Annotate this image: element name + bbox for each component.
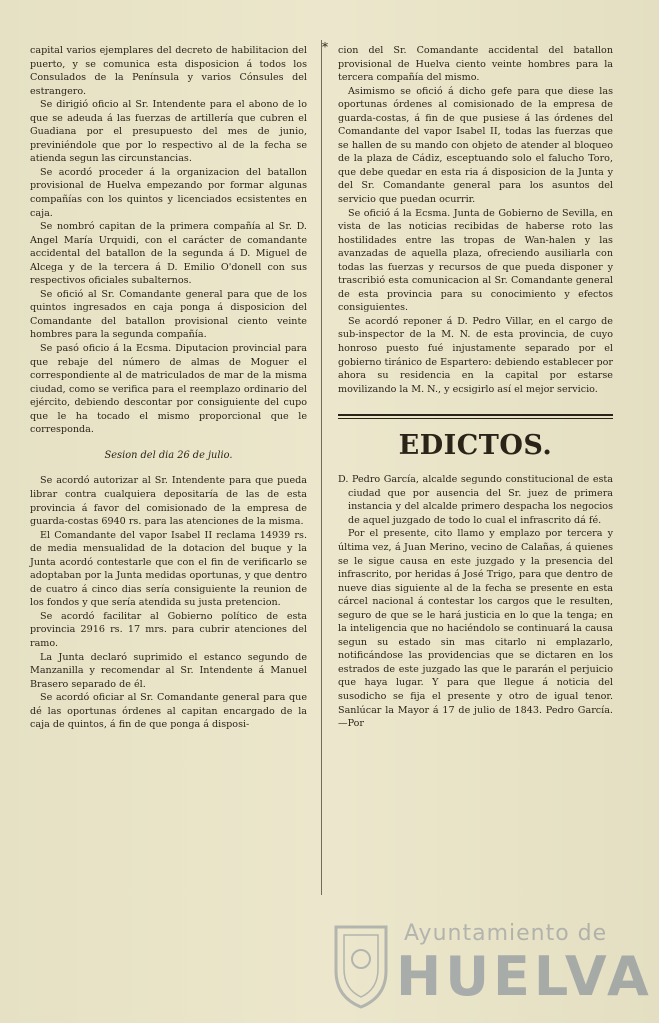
watermark-logo <box>322 915 653 1015</box>
section-rule <box>338 414 613 419</box>
session-title: Sesion del dia 26 de julio. <box>104 449 233 461</box>
edict-intro: D. Pedro García, alcalde segundo constitucional de esta ciudad que por ausencia del Sr. juez de primera instancia y del alcalde primero despacha los negocios de aquel juzgado de todo lo cual el infrascrito dá fé. <box>338 474 613 526</box>
left-paragraph-9: Se acordó facilitar al Gobierno político de esta provincia 2916 rs. 17 mrs. para cubrir atenciones del ramo. <box>30 610 307 649</box>
rule-thin <box>338 418 613 419</box>
coat-of-arms-icon <box>330 919 392 1009</box>
left-paragraph-8: El Comandante del vapor Isabel II reclama 14939 rs. de media mensualidad de la dotacion del buque y la Junta acordó contestarle que con el fin de verificarlo se adoptaban por la Junta medidas oportunas, y que dentro de cuatro á cinco dias sería consiguiente la reunion de los fondos y que sería atendida su justa pretencion. <box>30 529 307 609</box>
right-paragraph-1: cion del Sr. Comandante accidental del batallon provisional de Huelva ciento veinte hombres para la tercera compañía del mismo. <box>338 45 613 84</box>
right-paragraph-2: Asimismo se ofició á dicho gefe para que diese las oportunas órdenes al comisionado de la empresa de guarda-costas, á fin de que pusiese á las órdenes del Comandante del vapor Isabel II, todas las fuerzas que se hallen de su mando con objeto de atender al bloqueo de la plaza de Cádiz, esceptuando solo el falucho Toro, que debe quedar en esta ria á disposicion de la Junta y del Sr. Comandante general para los asuntos del servicio que puedan ocurrir. <box>338 85 613 206</box>
left-column <box>30 44 307 732</box>
left-paragraph-3: Se acordó proceder á la organizacion del batallon provisional de Huelva empezando por formar algunas compañías con los quintos y licenciados ecsistentes en caja. <box>30 166 307 219</box>
left-paragraph-7: Se acordó autorizar al Sr. Intendente para que pueda librar contra cualquiera depositaría de las de esta provincia á favor del comisionado de la empresa de guarda-costas 6940 rs. para las atenciones de la misma. <box>30 475 307 528</box>
right-paragraph-4: Se acordó reponer á D. Pedro Villar, en el cargo de sub-inspector de la M. N. de esta provincia, de cuyo honroso puesto fué injustamente separado por el gobierno tiránico de Espartero: debiendo establecer por ahora su residencia en la capital por estarse movilizando la M. N., y ecsigirlo así el mejor servicio. <box>338 315 613 395</box>
left-paragraph-2: Se dirigió oficio al Sr. Intendente para el abono de lo que se adeuda á las fuerzas de artillería que cubren el Guadiana por el presupuesto del mes de junio, previniéndole que por lo respectivo al de la fecha se atienda segun las circunstancias. <box>30 99 307 165</box>
rule-thick <box>338 414 613 416</box>
left-paragraph-11: Se acordó oficiar al Sr. Comandante general para que dé las oportunas órdenes al capitan encargado de la caja de quintos, á fin de que ponga á disposi- <box>30 692 307 731</box>
right-column <box>338 44 613 731</box>
left-paragraph-4: Se nombró capitan de la primera compañía al Sr. D. Angel María Urquidi, con el carácter de comandante accidental del batallon de la segunda á D. Miguel de Alcega y de la tercera á D. Emilio O'donell con sus respectivos oficiales subalternos. <box>30 221 307 287</box>
edict-body: Por el presente, cito llamo y emplazo por tercera y última vez, á Juan Merino, vecino de Calañas, á quienes se le sigue causa en este juzgado y la presencia del infrascrito, por heridas á José Trigo, para que dentro de nueve dias siguiente al de la fecha se presente en esta cárcel nacional á contestar los cargos que le resulten, seguro de que se le hará justicia en lo que la tenga; en la inteligencia que no haciéndolo se continuará la causa segun su estado sin mas citarlo ni emplazarlo, notificándose las providencias que se dictaren en los estrados de este juzgado las que le pararán el perjuicio que haya lugar. Y para que llegue á noticia del susodicho se fija el presente y otro de igual tenor. Sanlúcar la Mayor á 17 de julio de 1843. Pedro García.—Por <box>338 528 613 730</box>
left-paragraph-10: La Junta declaró suprimido el estanco segundo de Manzanilla y recomendar al Sr. Intendente á Manuel Brasero separado de él. <box>30 651 307 690</box>
column-divider <box>321 40 322 895</box>
watermark-line-1: Ayuntamiento de <box>404 921 608 946</box>
left-paragraph-6: Se pasó oficio á la Ecsma. Diputacion provincial para que rebaje del número de almas de Moguer el correspondiente al de matriculados de mar de la misma ciudad, como se verifica para el reemplazo ordinario del ejército, debiendo descontar por consiguiente del cupo que le ha tocado el mismo proporcional que le corresponda. <box>30 343 307 436</box>
left-paragraph-5: Se ofició al Sr. Comandante general para que de los quintos ingresados en caja ponga á disposicion del Comandante del batallon provisional ciento veinte hombres para la segunda compañía. <box>30 288 307 341</box>
top-asterisk-mark: * <box>322 40 328 54</box>
edictos-heading: EDICTOS. <box>398 430 553 462</box>
right-paragraph-3: Se ofició á la Ecsma. Junta de Gobierno de Sevilla, en vista de las noticias recibidas de haberse roto las hostilidades entre las tropas de Wan-halen y las avanzadas de aquella plaza, ofreciendo ausiliarla con todas las fuerzas y recursos de que pueda disponer y trascribió esta comunicacion al Sr. Comandante general de esta provincia para su conocimiento y efectos consiguientes. <box>338 207 613 314</box>
left-paragraph-1: capital varios ejemplares del decreto de habilitacion del puerto, y se comunica esta disposicion á todos los Consulados de la Península y varios Cónsules del estrangero. <box>30 45 307 97</box>
watermark-line-2: HUELVA <box>396 945 653 1008</box>
